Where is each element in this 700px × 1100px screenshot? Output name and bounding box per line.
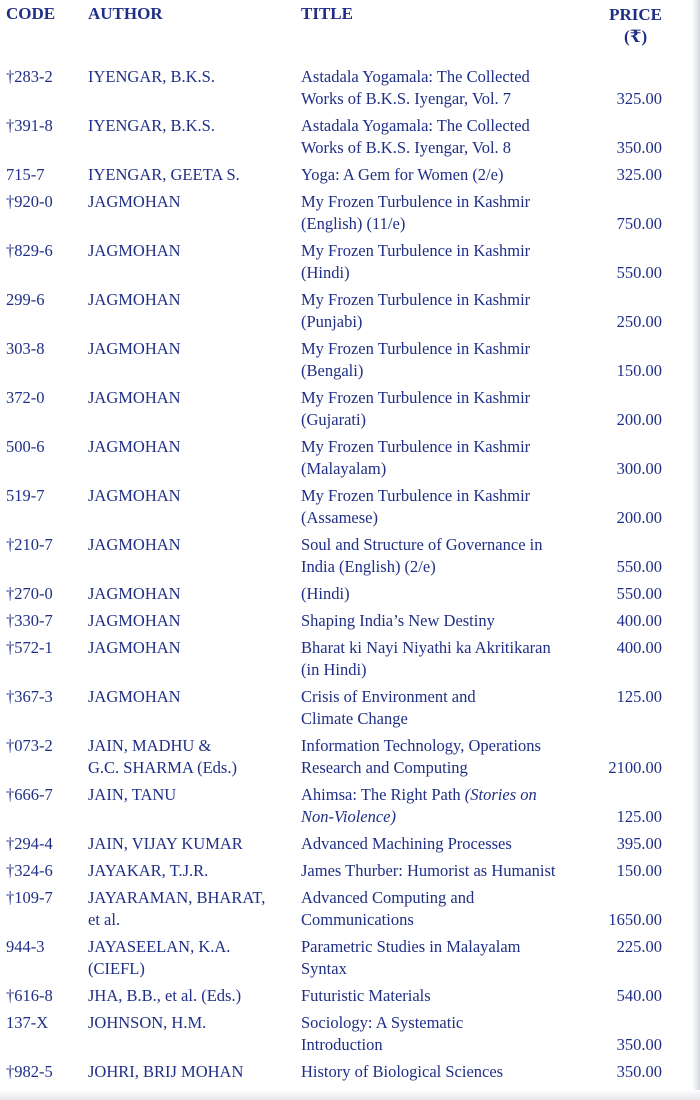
book-title-line: Information Technology, Operations <box>301 736 541 755</box>
book-code: †283-2 <box>6 67 53 86</box>
book-author-line: JAGMOHAN <box>88 241 181 260</box>
book-author-line: (CIEFL) <box>88 959 145 978</box>
book-code: †829-6 <box>6 241 53 260</box>
book-price: 200.00 <box>616 410 662 429</box>
book-author <box>88 289 293 311</box>
book-code: †391-8 <box>6 116 53 135</box>
book-title <box>301 240 601 284</box>
book-author-line: JAGMOHAN <box>88 290 181 309</box>
book-author <box>88 860 293 882</box>
table-row <box>0 610 700 632</box>
table-row <box>0 534 700 578</box>
table-row <box>0 583 700 605</box>
book-author <box>88 936 293 980</box>
table-row <box>0 387 700 431</box>
table-row <box>0 686 700 730</box>
book-price: 750.00 <box>616 214 662 233</box>
book-title <box>301 583 601 605</box>
book-title-line: Syntax <box>301 959 347 978</box>
book-code: 303-8 <box>6 339 45 358</box>
book-author-line: JAIN, TANU <box>88 785 177 804</box>
book-price: 2100.00 <box>608 758 662 777</box>
page-bottom-shadow <box>0 1090 700 1100</box>
book-price: 350.00 <box>616 1062 662 1081</box>
book-code: †330-7 <box>6 611 53 630</box>
book-author <box>88 191 293 213</box>
book-price: 540.00 <box>616 986 662 1005</box>
book-author-line: IYENGAR, B.K.S. <box>88 116 215 135</box>
table-row <box>0 735 700 779</box>
table-row <box>0 1012 700 1056</box>
book-title <box>301 191 601 235</box>
book-title-line: Sociology: A Systematic <box>301 1013 464 1032</box>
book-author <box>88 387 293 409</box>
book-title-line: Futuristic Materials <box>301 986 431 1005</box>
book-author-line: JAIN, VIJAY KUMAR <box>88 834 243 853</box>
book-author-line: JAGMOHAN <box>88 437 181 456</box>
book-author-line: JAGMOHAN <box>88 339 181 358</box>
book-author <box>88 887 293 931</box>
book-price: 550.00 <box>616 263 662 282</box>
book-title <box>301 735 601 779</box>
book-author-line: JAGMOHAN <box>88 192 181 211</box>
book-title <box>301 610 601 632</box>
book-code: 137-X <box>6 1013 49 1032</box>
book-author <box>88 66 293 88</box>
book-author-line: JOHRI, BRIJ MOHAN <box>88 1062 244 1081</box>
book-title-line: (Bengali) <box>301 361 364 380</box>
book-author <box>88 833 293 855</box>
book-price: 325.00 <box>616 89 662 108</box>
book-price: 1650.00 <box>608 910 662 929</box>
book-author <box>88 610 293 632</box>
book-code: †616-8 <box>6 986 53 1005</box>
book-price: 325.00 <box>616 165 662 184</box>
book-code: †324-6 <box>6 861 53 880</box>
book-author <box>88 115 293 137</box>
book-title <box>301 686 601 730</box>
book-title-line: (in Hindi) <box>301 660 367 679</box>
book-title-line: Bharat ki Nayi Niyathi ka Akritikaran <box>301 638 551 657</box>
book-price: 550.00 <box>616 584 662 603</box>
book-code: †270-0 <box>6 584 53 603</box>
book-title-line: Advanced Machining Processes <box>301 834 512 853</box>
book-author-line: JAGMOHAN <box>88 535 181 554</box>
book-title-line: My Frozen Turbulence in Kashmir <box>301 437 531 456</box>
book-title-line: (Gujarati) <box>301 410 367 429</box>
book-author <box>88 637 293 659</box>
table-row <box>0 289 700 333</box>
book-title <box>301 436 601 480</box>
book-code: 715-7 <box>6 165 45 184</box>
book-title-line: Communications <box>301 910 414 929</box>
book-title <box>301 936 601 980</box>
page-edge-shadow <box>692 0 700 1100</box>
book-title-line: Introduction <box>301 1035 383 1054</box>
book-title-line: Shaping India’s New Destiny <box>301 611 495 630</box>
book-price: 350.00 <box>616 138 662 157</box>
book-price: 125.00 <box>616 687 662 706</box>
book-author-line: JAGMOHAN <box>88 584 181 603</box>
header-price <box>609 4 662 48</box>
book-author-line: JAIN, MADHU & <box>88 736 212 755</box>
book-price: 225.00 <box>616 937 662 956</box>
book-author-line: JOHNSON, H.M. <box>88 1013 207 1032</box>
book-author-line: et al. <box>88 910 121 929</box>
book-author-line: G.C. SHARMA (Eds.) <box>88 758 237 777</box>
table-row <box>0 191 700 235</box>
book-author-line: IYENGAR, GEETA S. <box>88 165 240 184</box>
book-title-line: James Thurber: Humorist as Humanist <box>301 861 556 880</box>
book-author-line: JAGMOHAN <box>88 611 181 630</box>
book-title-line: (Hindi) <box>301 584 350 603</box>
book-price: 300.00 <box>616 459 662 478</box>
book-author <box>88 436 293 458</box>
book-title-italic: (Stories on <box>464 785 537 804</box>
book-title <box>301 115 601 159</box>
book-code: 519-7 <box>6 486 45 505</box>
book-author <box>88 485 293 507</box>
book-title-line: Non-Violence) <box>301 807 396 826</box>
table-row <box>0 1061 700 1083</box>
book-title-line: Parametric Studies in Malayalam <box>301 937 521 956</box>
book-price: 550.00 <box>616 557 662 576</box>
book-code: †367-3 <box>6 687 53 706</box>
book-title-line: India (English) (2/e) <box>301 557 436 576</box>
book-title-line: (Malayalam) <box>301 459 387 478</box>
book-price: 400.00 <box>616 611 662 630</box>
book-title-line: (Punjabi) <box>301 312 363 331</box>
book-author <box>88 240 293 262</box>
book-title <box>301 637 601 681</box>
book-title-line: My Frozen Turbulence in Kashmir <box>301 339 531 358</box>
book-title-line: My Frozen Turbulence in Kashmir <box>301 290 531 309</box>
book-title <box>301 1012 601 1056</box>
book-author-line: JAGMOHAN <box>88 638 181 657</box>
table-row <box>0 485 700 529</box>
header-price-label: PRICE <box>609 5 662 24</box>
book-title <box>301 289 601 333</box>
book-title-line: (Hindi) <box>301 263 350 282</box>
book-author <box>88 985 293 1007</box>
book-list <box>0 66 700 1088</box>
book-author-line: JAGMOHAN <box>88 486 181 505</box>
book-title-line: Yoga: A Gem for Women (2/e) <box>301 165 504 184</box>
book-title <box>301 784 601 828</box>
book-title-line: Advanced Computing and <box>301 888 475 907</box>
book-author-line: JAYAKAR, T.J.R. <box>88 861 209 880</box>
book-price: 250.00 <box>616 312 662 331</box>
book-price: 400.00 <box>616 638 662 657</box>
book-price: 125.00 <box>616 807 662 826</box>
table-row <box>0 784 700 828</box>
book-author-line: JHA, B.B., et al. (Eds.) <box>88 986 242 1005</box>
book-title-line: My Frozen Turbulence in Kashmir <box>301 486 531 505</box>
book-author <box>88 583 293 605</box>
table-row <box>0 887 700 931</box>
book-author <box>88 1012 293 1034</box>
book-title-line: Astadala Yogamala: The Collected <box>301 67 530 86</box>
book-price: 200.00 <box>616 508 662 527</box>
book-code: †572-1 <box>6 638 53 657</box>
header-author: AUTHOR <box>88 4 163 23</box>
table-row <box>0 115 700 159</box>
book-code: 944-3 <box>6 937 45 956</box>
book-author <box>88 735 293 779</box>
book-author <box>88 534 293 556</box>
book-price: 150.00 <box>616 361 662 380</box>
book-title-line: History of Biological Sciences <box>301 1062 504 1081</box>
header-price-currency: (₹) <box>623 27 648 46</box>
book-price: 395.00 <box>616 834 662 853</box>
book-title-line: Astadala Yogamala: The Collected <box>301 116 530 135</box>
book-author-line: JAGMOHAN <box>88 687 181 706</box>
book-code: †294-4 <box>6 834 53 853</box>
book-title <box>301 485 601 529</box>
book-title-line: Works of B.K.S. Iyengar, Vol. 8 <box>301 138 512 157</box>
book-title-line: (English) (11/e) <box>301 214 406 233</box>
book-title <box>301 534 601 578</box>
book-code: †210-7 <box>6 535 53 554</box>
table-row <box>0 936 700 980</box>
book-code: 299-6 <box>6 290 45 309</box>
book-title-line: Crisis of Environment and <box>301 687 476 706</box>
book-title-line: Climate Change <box>301 709 408 728</box>
book-title <box>301 164 601 186</box>
book-title <box>301 387 601 431</box>
table-row <box>0 164 700 186</box>
book-title-line <box>301 784 601 806</box>
table-row <box>0 436 700 480</box>
book-title-line: My Frozen Turbulence in Kashmir <box>301 241 531 260</box>
book-title-line: Soul and Structure of Governance in <box>301 535 543 554</box>
book-code: †982-5 <box>6 1062 53 1081</box>
table-row <box>0 66 700 110</box>
book-author-line: IYENGAR, B.K.S. <box>88 67 215 86</box>
book-author <box>88 784 293 806</box>
book-title-line: (Assamese) <box>301 508 378 527</box>
table-header <box>0 2 700 50</box>
book-author <box>88 686 293 708</box>
table-row <box>0 860 700 882</box>
book-author <box>88 338 293 360</box>
book-title-line: My Frozen Turbulence in Kashmir <box>301 192 531 211</box>
table-row <box>0 338 700 382</box>
book-author-line: JAYARAMAN, BHARAT, <box>88 888 266 907</box>
book-code: 372-0 <box>6 388 45 407</box>
book-code: †109-7 <box>6 888 53 907</box>
book-title <box>301 1061 601 1083</box>
table-row <box>0 985 700 1007</box>
header-title: TITLE <box>301 4 353 23</box>
book-author-line: JAYASEELAN, K.A. <box>88 937 231 956</box>
book-price: 150.00 <box>616 861 662 880</box>
book-code: †073-2 <box>6 736 53 755</box>
table-row <box>0 240 700 284</box>
table-row <box>0 637 700 681</box>
book-title <box>301 860 601 882</box>
book-title <box>301 338 601 382</box>
book-author <box>88 164 293 186</box>
book-code: 500-6 <box>6 437 45 456</box>
book-title <box>301 66 601 110</box>
book-title-line: Research and Computing <box>301 758 468 777</box>
book-price: 350.00 <box>616 1035 662 1054</box>
book-title <box>301 833 601 855</box>
book-title-line: My Frozen Turbulence in Kashmir <box>301 388 531 407</box>
book-title-text: Ahimsa: The Right Path <box>301 785 465 804</box>
book-code: †920-0 <box>6 192 53 211</box>
header-code: CODE <box>6 4 56 23</box>
book-author <box>88 1061 293 1083</box>
book-author-line: JAGMOHAN <box>88 388 181 407</box>
table-row <box>0 833 700 855</box>
book-code: †666-7 <box>6 785 53 804</box>
book-title <box>301 887 601 931</box>
book-title-line: Works of B.K.S. Iyengar, Vol. 7 <box>301 89 512 108</box>
book-title <box>301 985 601 1007</box>
